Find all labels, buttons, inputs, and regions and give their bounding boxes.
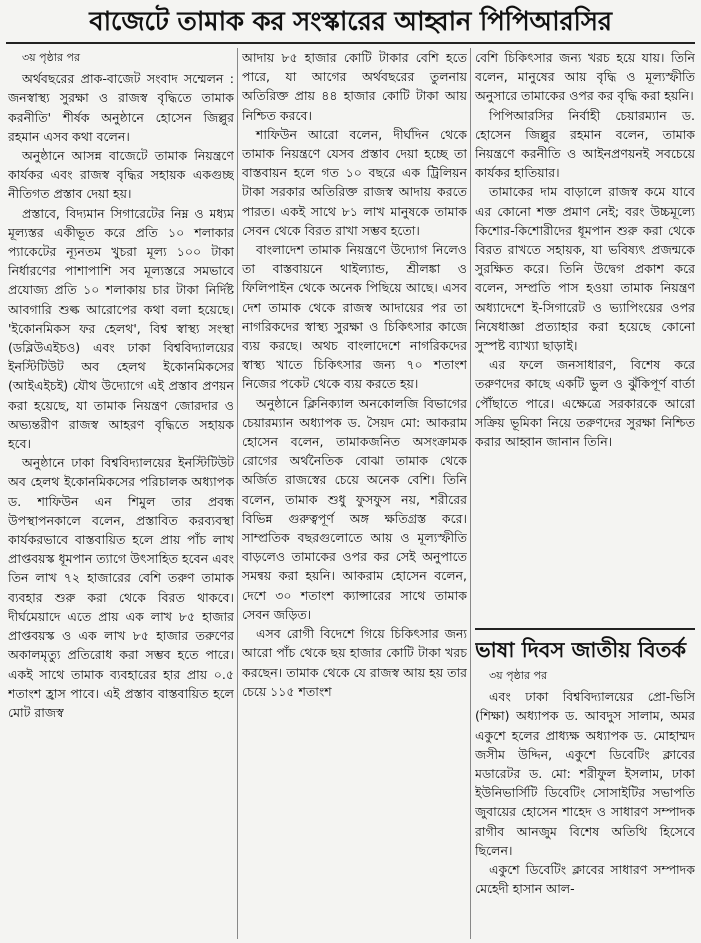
paragraph: এবং ঢাকা বিশ্ববিদ্যালয়ের প্রো-ভিসি (শিক্ষা) অধ্যাপক ড. আবদুস সালাম, অমর একুশে হলের প্রাধ্যক্ষ অধ্যাপক ড. মোহাম্মদ জসীম উদ্দিন, একুশে ডিবেটিং ক্লাবের মডারেটর ড. মো: শরীফুল ইসলাম, ঢাকা ইউনিভার্সিটি ডিবেটিং সোসাইটির সভাপতি জুবায়ের হোসেন শাহেদ ও সাধারণ সম্পাদক রাগীব আনজুম বিশেষ অতিথি হিসেবে ছিলেন। — [475, 689, 695, 858]
paragraph: শাফিউন আরো বলেন, দীর্ঘদিন থেকে তামাক নিয়ন্ত্রণে যেসব প্রস্তাব দেয়া হচ্ছে তা বাস্তবায়ন হলে গত ১০ বছরে এক ট্রিলিয়ন টাকা সরকার অতিরিক্ত রাজস্ব আদায় করতে পারত। একই সাথে ৮১ লাখ মানুষকে তামাক সেবন থেকে বিরত রাখা সম্ভব হতো। — [242, 126, 467, 238]
paragraph: প্রস্তাবে, বিদ্যমান সিগারেটের নিম্ন ও মধ্যম মূল্যস্তর একীভূত করে প্রতি ১০ শলাকার প্যাকেটের ন্যূনতম খুচরা মূল্য ১০০ টাকা নির্ধারণের পাশাপাশি সব মূল্যস্তরে সমভাবে প্রযোজ্য প্রতি ১০ শলাকায় চার টাকা নির্দিষ্ট আবগারি শুল্ক আরোপের কথা বলা হয়েছে। 'ইকোনমিকস ফর হেলথ', বিশ্ব স্বাস্থ্য সংস্থা (ডব্লিউএইচও) এবং ঢাকা বিশ্ববিদ্যালয়ের ইনস্টিটিউট অব হেলথ ইকোনমিকসের (আইএইচই) যৌথ উদ্যোগে এই প্রস্তাব প্রণয়ন করা হয়েছে, যা তামাক নিয়ন্ত্রণ জোরদার ও অভ্যন্তরীণ রাজস্ব আহরণ বৃদ্ধিতে সহায়ক হবে। — [8, 205, 234, 452]
dateline: ৩য় পৃষ্ঠার পর — [22, 51, 81, 64]
paragraph: এর ফলে জনসাধারণ, বিশেষ করে তরুণদের কাছে একটি ভুল ও ঝুঁকিপূর্ণ বার্তা পৌঁছাতে পারে। এক্ষেত্রে সরকারকে আরো সক্রিয় ভূমিকা নিয়ে তরুণদের সুরক্ষা নিশ্চিত করার আহ্বান জানান তিনি। — [475, 357, 695, 450]
paragraph: পিপিআরসির নির্বাহী চেয়ারম্যান ড. হোসেন জিল্লুর রহমান বলেন, তামাক নিয়ন্ত্রণে করনীতি ও আইনপ্রণয়নই সবচেয়ে কার্যকর হাতিয়ার। — [475, 107, 695, 181]
sidebar-article — [475, 628, 695, 943]
headline: বাজেটে তামাক কর সংস্কারের আহ্বান পিপিআরসির — [6, 4, 695, 44]
paragraph: বেশি চিকিৎসার জন্য খরচ হয়ে যায়। তিনি বলেন, মানুষের আয় বৃদ্ধি ও মূল্যস্ফীতি অনুসারে তামাকের ওপর কর বৃদ্ধি করা হয়নি। — [475, 50, 695, 104]
paragraph: তামাকের দাম বাড়ালে রাজস্ব কমে যাবে এর কোনো শক্ত প্রমাণ নেই; বরং উচ্চমূল্যে কিশোর-কিশোরীদের ধূমপান শুরু করা থেকে বিরত রাখতে সহায়ক, যা ভবিষ্যৎ প্রজন্মকে সুরক্ষিত করে। তিনি উদ্বেগ প্রকাশ করে বলেন, সম্প্রতি পাস হওয়া তামাক নিয়ন্ত্রণ অধ্যাদেশে ই-সিগারেট ও ভ্যাপিংয়ের ওপর নিষেধাজ্ঞা প্রত্যাহার করা হয়েছে কোনো সুস্পষ্ট ব্যাখ্যা ছাড়াই। — [475, 184, 695, 354]
column-1 — [8, 48, 234, 943]
column-divider — [470, 48, 471, 939]
section-rule — [475, 628, 695, 630]
sidebar-article-title: ভাষা দিবস জাতীয় বিতর্ক — [475, 638, 687, 662]
column-2 — [242, 48, 467, 943]
paragraph: একুশে ডিবেটিং ক্লাবের সাধারণ সম্পাদক মেহেদী হাসান আল- — [475, 862, 695, 897]
paragraph: বাংলাদেশ তামাক নিয়ন্ত্রণে উদ্যোগ নিলেও তা বাস্তবায়নে থাইল্যান্ড, শ্রীলঙ্কা ও ফিলিপাইন থেকে অনেক পিছিয়ে আছে। এসব দেশ তামাক থেকে রাজস্ব আদায়ের পর তা নাগরিকদের স্বাস্থ্য সুরক্ষা ও চিকিৎসার কাজে ব্যয় করছে। অথচ বাংলাদেশে নাগরিকদের স্বাস্থ্য খাতে চিকিৎসার জন্য ৭০ শতাংশ নিজের পকেট থেকে ব্যয় করতে হয়। — [242, 242, 467, 392]
paragraph: এসব রোগী বিদেশে গিয়ে চিকিৎসার জন্য আরো পাঁচ থেকে ছয় হাজার কোটি টাকা খরচ করছেন। তামাক থেকে যে রাজস্ব আয় হয় তার চেয়ে ১১৫ শতাংশ — [242, 626, 467, 699]
column-3 — [475, 48, 695, 623]
paragraph: অনুষ্ঠানে আসন্ন বাজেটে তামাক নিয়ন্ত্রণে কার্যকর এবং রাজস্ব বৃদ্ধির সহায়ক একগুচ্ছ নীতিগত প্রস্তাব দেয়া হয়। — [8, 148, 234, 202]
column-divider — [237, 48, 238, 939]
paragraph: অনুষ্ঠানে ঢাকা বিশ্ববিদ্যালয়ের ইনস্টিটিউট অব হেলথ ইকোনমিকসের পরিচালক অধ্যাপক ড. শাফিউন এন শিমুল তার প্রবন্ধ উপস্থাপনকালে বলেন, প্রস্তাবিত করব্যবস্থা কার্যকরভাবে বাস্তবায়িত হলে প্রায় পাঁচ লাখ প্রাপ্তবয়স্ক ধূমপান ত্যাগে উৎসাহিত হবেন এবং তিন লাখ ৭২ হাজারের বেশি তরুণ তামাক ব্যবহার শুরু করা থেকে বিরত থাকবে। দীর্ঘমেয়াদে এতে প্রায় এক লাখ ৮৫ হাজার প্রাপ্তবয়স্ক ও এক লাখ ৮৫ হাজার তরুণের অকালমৃত্যু প্রতিরোধ করা সম্ভব হতে পারে। একই সাথে তামাক ব্যবহারের হার প্রায় ০.৫ শতাংশ হ্রাস পাবে। এই প্রস্তাব বাস্তবায়িত হলে মোট রাজস্ব — [8, 455, 234, 720]
paragraph: আদায় ৮৫ হাজার কোটি টাকার বেশি হতে পারে, যা আগের অর্থবছরের তুলনায় অতিরিক্ত প্রায় ৪৪ হাজার কোটি টাকা আয় নিশ্চিত করবে। — [242, 50, 467, 123]
dateline: ৩য় পৃষ্ঠার পর — [489, 669, 548, 682]
paragraph: অর্থবছরের প্রাক-বাজেট সংবাদ সম্মেলন : জনস্বাস্থ্য সুরক্ষা ও রাজস্ব বৃদ্ধিতে তামাক করনীতি' শীর্ষক অনুষ্ঠানে হোসেন জিল্লুর রহমান এসব কথা বলেন। — [8, 71, 234, 144]
paragraph: অনুষ্ঠানে ক্লিনিক্যাল অনকোলজি বিভাগের চেয়ারম্যান অধ্যাপক ড. সৈয়দ মো: আকরাম হোসেন বলেন, তামাকজনিত অসংক্রামক রোগের অর্থনৈতিক বোঝা তামাক থেকে অর্জিত রাজস্বের চেয়ে অনেক বেশি। তিনি বলেন, তামাক শুধু ফুসফুস নয়, শরীরের বিভিন্ন গুরুত্বপূর্ণ অঙ্গ ক্ষতিগ্রস্ত করে। সাম্প্রতিক বছরগুলোতে আয় ও মূল্যস্ফীতি বাড়লেও তামাকের ওপর কর সেই অনুপাতে সমন্বয় করা হয়নি। আকরাম হোসেন বলেন, দেশে ৩০ শতাংশ ক্যান্সারের সাথে তামাক সেবন জড়িত। — [242, 395, 467, 622]
